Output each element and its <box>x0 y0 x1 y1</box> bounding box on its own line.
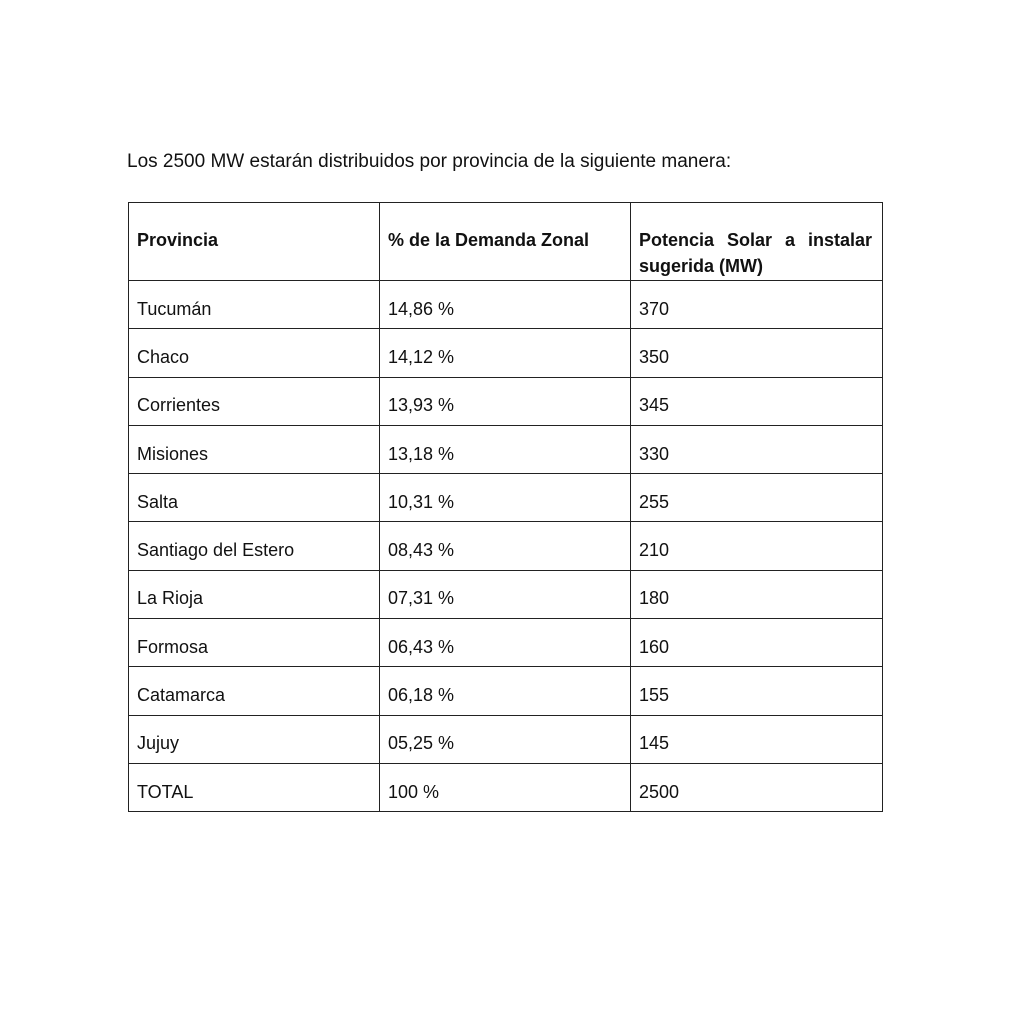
intro-paragraph: Los 2500 MW estarán distribuidos por provincia de la siguiente manera: <box>127 151 732 172</box>
cell-potencia: 155 <box>631 667 883 715</box>
cell-provincia: Chaco <box>129 329 380 377</box>
cell-provincia: Salta <box>129 474 380 522</box>
cell-potencia: 145 <box>631 715 883 763</box>
cell-potencia: 345 <box>631 377 883 425</box>
cell-potencia: 180 <box>631 570 883 618</box>
cell-potencia: 370 <box>631 281 883 329</box>
cell-porcentaje: 13,18 % <box>380 425 631 473</box>
header-potencia-solar: Potencia Solar a instalar sugerida (MW) <box>631 203 883 281</box>
cell-provincia-total: TOTAL <box>129 763 380 811</box>
table-row <box>129 474 883 522</box>
cell-provincia: Misiones <box>129 425 380 473</box>
cell-porcentaje: 06,43 % <box>380 619 631 667</box>
cell-provincia: Catamarca <box>129 667 380 715</box>
cell-potencia: 330 <box>631 425 883 473</box>
cell-potencia: 160 <box>631 619 883 667</box>
cell-provincia: Formosa <box>129 619 380 667</box>
header-demanda-zonal: % de la Demanda Zonal <box>380 203 631 281</box>
table-total-row <box>129 763 883 811</box>
cell-porcentaje: 06,18 % <box>380 667 631 715</box>
cell-porcentaje: 08,43 % <box>380 522 631 570</box>
cell-porcentaje: 14,86 % <box>380 281 631 329</box>
table-row <box>129 619 883 667</box>
cell-provincia: Santiago del Estero <box>129 522 380 570</box>
table-row <box>129 425 883 473</box>
cell-porcentaje: 05,25 % <box>380 715 631 763</box>
cell-potencia: 210 <box>631 522 883 570</box>
cell-provincia: Jujuy <box>129 715 380 763</box>
table-row <box>129 522 883 570</box>
table-row <box>129 715 883 763</box>
header-provincia: Provincia <box>129 203 380 281</box>
cell-provincia: La Rioja <box>129 570 380 618</box>
table-row <box>129 281 883 329</box>
table-row <box>129 329 883 377</box>
cell-provincia: Corrientes <box>129 377 380 425</box>
table-row <box>129 570 883 618</box>
cell-porcentaje: 13,93 % <box>380 377 631 425</box>
cell-porcentaje: 14,12 % <box>380 329 631 377</box>
cell-potencia-total: 2500 <box>631 763 883 811</box>
table-header-row <box>129 203 883 281</box>
distribution-table <box>128 202 883 812</box>
cell-porcentaje: 10,31 % <box>380 474 631 522</box>
cell-porcentaje-total: 100 % <box>380 763 631 811</box>
cell-potencia: 255 <box>631 474 883 522</box>
cell-porcentaje: 07,31 % <box>380 570 631 618</box>
table-row <box>129 377 883 425</box>
cell-provincia: Tucumán <box>129 281 380 329</box>
table-row <box>129 667 883 715</box>
cell-potencia: 350 <box>631 329 883 377</box>
